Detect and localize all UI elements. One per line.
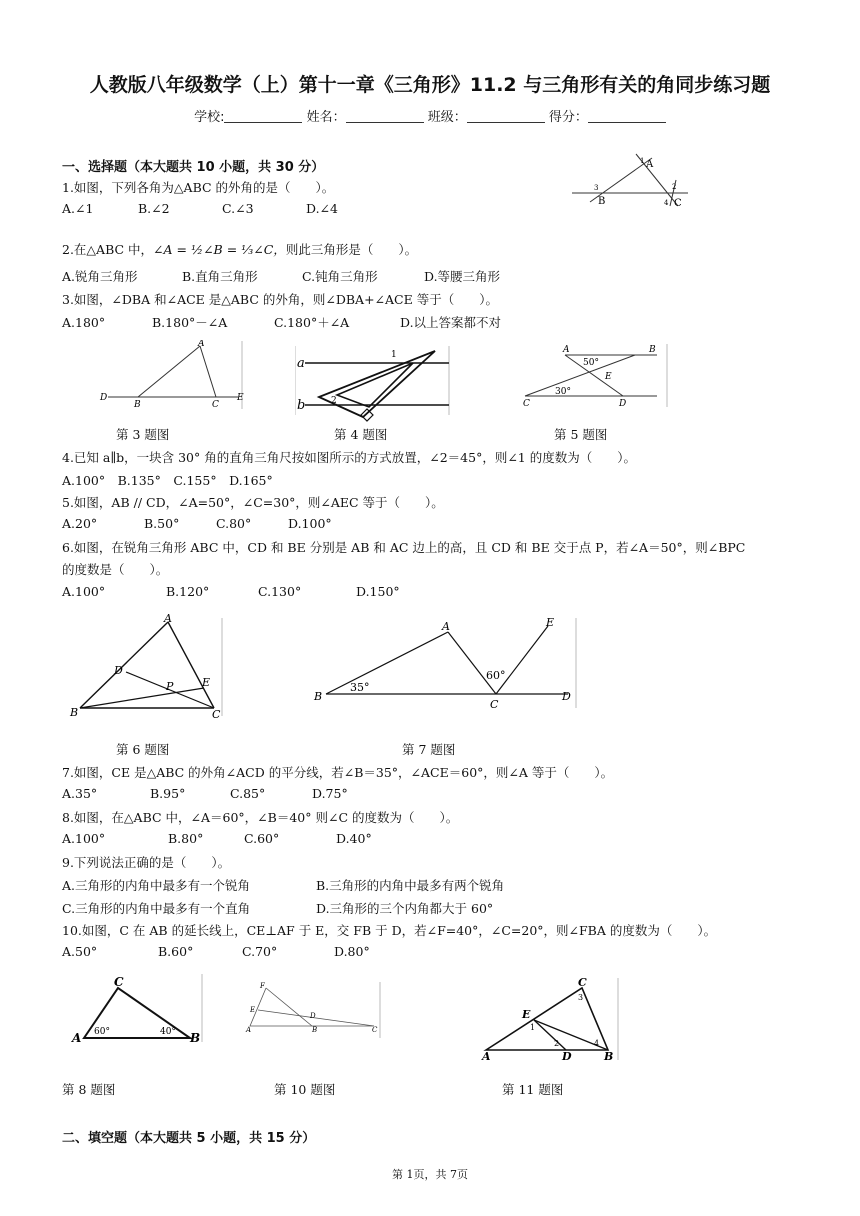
svg-text:50°: 50° [583,358,599,368]
q5-option-d: D.100° [288,516,332,531]
svg-text:E: E [546,616,555,629]
svg-text:35°: 35° [350,681,370,694]
svg-text:2: 2 [331,396,337,406]
svg-text:A: A [164,612,172,625]
q2-formula: ∠A = ½∠B = ⅓∠C， [153,242,286,257]
svg-text:1: 1 [530,1023,536,1032]
q5-figure [515,343,673,409]
q3-text: 3.如图，∠DBA 和∠ACE 是△ABC 的外角，则∠DBA+∠ACE 等于（ ）。 [62,292,498,307]
svg-text:B: B [134,400,141,410]
q11-figure [478,974,622,1062]
q9-option-d: D.三角形的三个内角都大于 60° [316,901,494,916]
page-footer: 第 1页，共 7页 [392,1168,468,1181]
q3-option-c: C.180°＋∠A [274,315,350,330]
q9-option-b: B.三角形的内角中最多有两个锐角 [316,878,505,893]
q8-figure-caption: 第 8 题图 [62,1082,116,1097]
svg-text:B: B [649,345,656,355]
svg-text:B: B [314,690,323,703]
q8-option-b: B.80° [168,831,204,846]
q5-option-b: B.50° [144,516,180,531]
q1-option-b: B.∠2 [138,201,170,216]
svg-text:40°: 40° [160,1027,176,1037]
q1-label-b: B [598,196,606,207]
q10-option-d: D.80° [334,944,370,959]
class-blank[interactable] [467,110,545,123]
svg-text:D: D [619,399,627,409]
q5-option-a: A.20° [62,516,98,531]
svg-text:F: F [260,982,265,990]
svg-text:C: C [523,399,530,409]
q5-text: 5.如图，AB // CD，∠A=50°，∠C=30°，则∠AEC 等于（ ）。 [62,495,444,510]
svg-text:A: A [482,1050,491,1062]
svg-text:60°: 60° [94,1027,110,1037]
svg-text:B: B [312,1026,318,1034]
q3-figure-caption: 第 3 题图 [116,427,170,442]
q7-option-d: D.75° [312,786,348,801]
q2-option-c: C.钝角三角形 [302,269,378,284]
q7-options [62,786,348,801]
svg-text:E: E [522,1008,531,1021]
svg-text:30°: 30° [555,387,571,397]
q1-option-a: A.∠1 [62,201,94,216]
q3-option-a: A.180° [62,315,106,330]
svg-text:A: A [246,1026,252,1034]
q2-pre: 2.在△ABC 中， [62,242,154,257]
q8-option-d: D.40° [336,831,372,846]
q2-options [62,267,500,285]
q6-figure [66,612,228,720]
svg-text:b: b [297,398,306,413]
q8-option-c: C.60° [244,831,280,846]
page-title: 人教版八年级数学（上）第十一章《三角形》11.2 与三角形有关的角同步练习题 [89,74,771,96]
q2-text [62,240,417,258]
svg-text:D: D [562,1050,572,1062]
q8-options [62,831,372,846]
q10-options [62,944,370,959]
name-blank[interactable] [346,110,424,123]
svg-text:C: C [490,698,499,711]
q6-options [62,584,400,599]
svg-text:C: C [372,1026,378,1034]
q5-options [62,516,332,531]
q6-text-line2: 的度数是（ ）。 [62,562,169,577]
q8-text: 8.如图，在△ABC 中，∠A＝60°，∠B＝40° 则∠C 的度数为（ ）。 [62,810,459,825]
q3-option-d: D.以上答案都不对 [400,315,502,330]
q2-option-b: B.直角三角形 [182,269,258,284]
q2-option-a: A.锐角三角形 [62,269,138,284]
q9-text: 9.下列说法正确的是（ ）。 [62,855,231,870]
svg-text:2: 2 [672,183,677,191]
q9-options-row1 [62,876,504,894]
q1-text: 1.如图，下列各角为△ABC 的外角的是（ ）。 [62,180,335,195]
svg-text:P: P [166,680,174,693]
q7-option-a: A.35° [62,786,98,801]
score-label: 得分： [548,110,588,125]
svg-text:A: A [72,1031,82,1045]
svg-text:D: D [562,690,571,703]
svg-text:4: 4 [664,199,669,207]
svg-text:1: 1 [640,157,645,165]
q6-text-line1: 6.如图，在锐角三角形 ABC 中，CD 和 BE 分别是 AB 和 AC 边上的高，且 CD 和 BE 交于点 P，若∠A＝50°，则∠BPC [62,540,746,555]
q8-figure [64,970,206,1046]
q6-option-a: A.100° [62,584,106,599]
q1-option-d: D.∠4 [306,201,338,216]
section-heading-fill: 二、填空题（本大题共 5 小题，共 15 分） [62,1131,316,1146]
q6-option-b: B.120° [166,584,210,599]
q7-figure-caption: 第 7 题图 [402,742,456,757]
q4-options: A.100° B.135° C.155° D.165° [62,473,273,488]
svg-text:E: E [250,1006,256,1014]
svg-text:E: E [237,393,244,403]
svg-text:D: D [310,1012,316,1020]
svg-text:E: E [605,372,612,382]
svg-text:D: D [114,664,123,677]
name-label: 姓名： [306,110,346,125]
svg-text:C: C [212,400,219,410]
q7-option-c: C.85° [230,786,266,801]
q11-figure-caption: 第 11 题图 [502,1082,564,1097]
svg-text:A: A [198,340,205,349]
q6-figure-caption: 第 6 题图 [116,742,170,757]
svg-text:B: B [604,1050,614,1062]
q2-option-d: D.等腰三角形 [424,269,501,284]
q9-option-c: C.三角形的内角中最多有一个直角 [62,901,251,916]
q3-options [62,313,501,331]
q1-option-c: C.∠3 [222,201,254,216]
q10-text: 10.如图，C 在 AB 的延长线上，CE⊥AF 于 E，交 FB 于 D，若∠F=40°，∠C=20°，则∠FBA 的度数为（ ）。 [62,923,717,938]
q7-option-b: B.95° [150,786,186,801]
q7-figure [312,612,580,712]
section-heading-choice: 一、选择题（本大题共 10 小题，共 30 分） [62,160,325,175]
q10-option-c: C.70° [242,944,278,959]
q6-option-c: C.130° [258,584,302,599]
svg-text:B: B [190,1031,201,1045]
q5-figure-caption: 第 5 题图 [554,427,608,442]
q10-option-a: A.50° [62,944,98,959]
svg-text:60°: 60° [486,669,506,682]
q1-label-c: C [674,198,682,209]
q4-figure-caption: 第 4 题图 [334,427,388,442]
q3-option-b: B.180°－∠A [152,315,228,330]
school-label: 学校: [194,110,225,125]
q10-option-b: B.60° [158,944,194,959]
q1-options [62,201,338,216]
svg-text:B: B [70,706,79,719]
svg-text:C: C [212,708,221,720]
q5-option-c: C.80° [216,516,252,531]
q9-option-a: A.三角形的内角中最多有一个锐角 [62,878,251,893]
q3-figure [90,340,250,410]
svg-text:D: D [100,393,108,403]
svg-text:3: 3 [578,993,584,1002]
class-label: 班级： [427,110,467,125]
svg-text:2: 2 [554,1039,560,1048]
svg-text:1: 1 [391,350,397,360]
school-blank[interactable] [224,110,302,123]
score-blank[interactable] [588,110,666,123]
svg-text:a: a [297,356,305,371]
svg-text:C: C [578,976,587,989]
q10-figure-caption: 第 10 题图 [274,1082,336,1097]
svg-text:E: E [202,676,211,689]
q9-options-row2 [62,899,493,917]
q4-figure [295,345,457,423]
q10-figure [244,980,384,1040]
svg-text:C: C [114,975,124,989]
q4-text: 4.已知 a∥b，一块含 30° 角的直角三角尺按如图所示的方式放置，∠2＝45°，则∠1 的度数为（ ）。 [62,450,636,465]
q1-figure [572,150,696,212]
q2-post: 则此三角形是（ ）。 [285,242,418,257]
q7-text: 7.如图，CE 是△ABC 的外角∠ACD 的平分线，若∠B＝35°，∠ACE＝60°，则∠A 等于（ ）。 [62,765,614,780]
svg-text:A: A [563,345,570,355]
q8-option-a: A.100° [62,831,106,846]
svg-text:A: A [442,620,450,633]
svg-text:4: 4 [594,1039,600,1048]
q1-label-a: A [646,159,654,170]
student-info-line [0,106,860,125]
svg-text:3: 3 [594,184,599,192]
q6-option-d: D.150° [356,584,400,599]
